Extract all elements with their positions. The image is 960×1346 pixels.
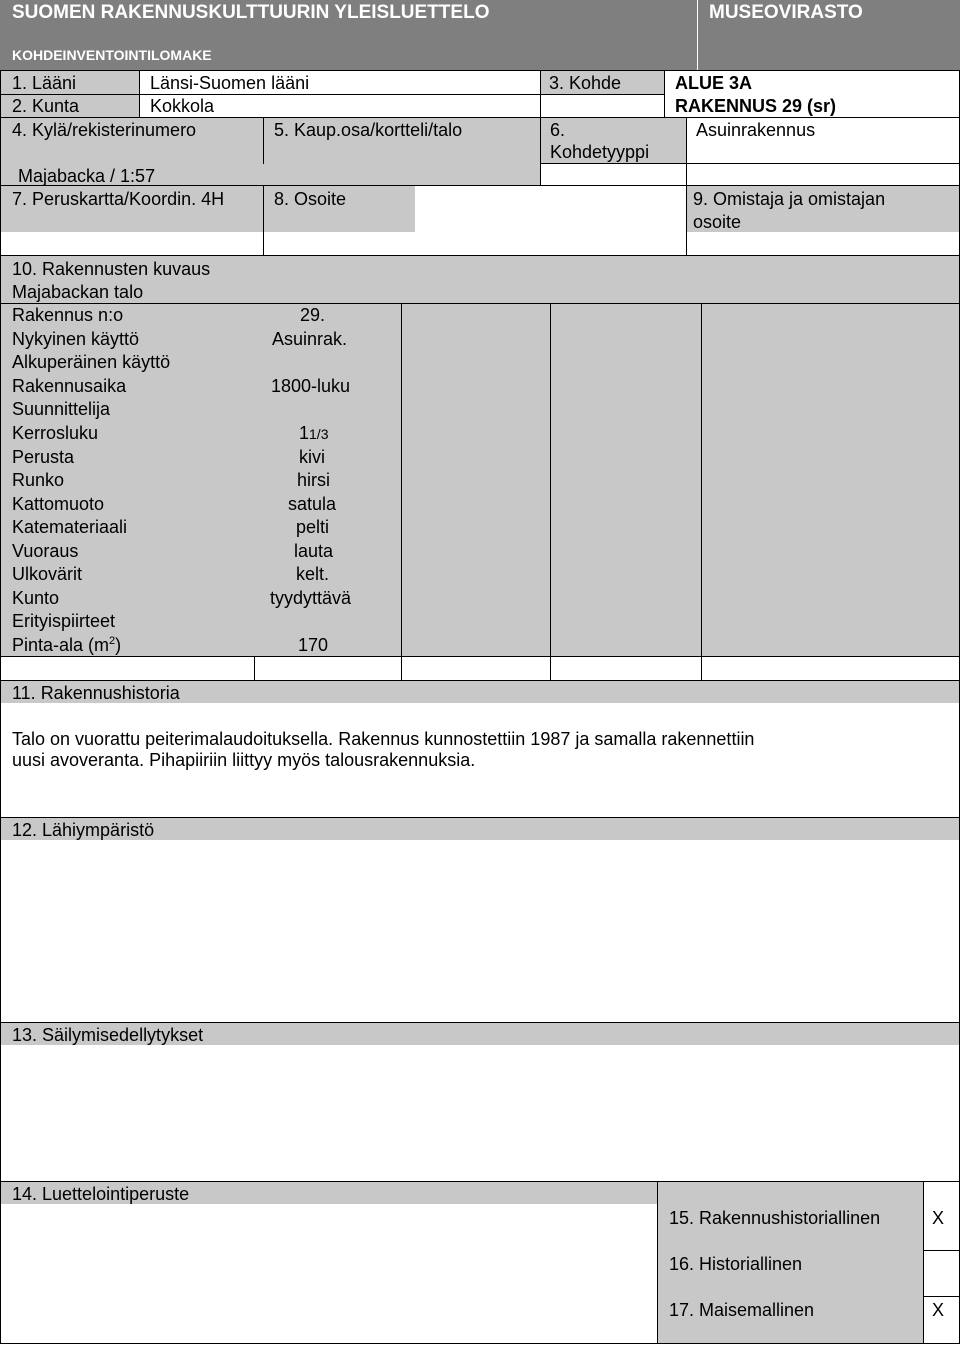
omistaja-label-1: 9. Omistaja ja omistajan bbox=[693, 189, 886, 209]
row-label: Rakennus n:o bbox=[12, 305, 124, 325]
row-label: Vuoraus bbox=[12, 541, 79, 561]
criterion-mark-architectural: X bbox=[932, 1208, 945, 1228]
row-value: 1800-luku bbox=[271, 376, 351, 396]
row-value: satula bbox=[288, 494, 337, 514]
area-label: Pinta-ala $(m^2)$ bbox=[12, 635, 122, 655]
row-value: lauta bbox=[294, 541, 334, 561]
row-label: Kerrosluku bbox=[12, 423, 99, 443]
form-title: SUOMEN RAKENNUSKULTTUURIN YLEISLUETTELO bbox=[12, 2, 490, 23]
section-12-heading: 12. Lähiympäristö bbox=[12, 820, 155, 840]
row-label: Erityispiirteet bbox=[12, 611, 116, 631]
kunta-value: Kokkola bbox=[150, 96, 215, 116]
row-value: 29. bbox=[300, 305, 326, 325]
criterion-mark-landscape: X bbox=[932, 1300, 945, 1320]
kohdetyyppi-label-1: 6. bbox=[550, 120, 566, 140]
area-value: 170 bbox=[298, 635, 329, 655]
section-11-heading: 11. Rakennushistoria bbox=[12, 683, 180, 703]
form-subtitle: KOHDEINVENTOINTILOMAKE bbox=[12, 47, 212, 63]
kaupunginosa-label: 5. Kaup.osa/kortteli/talo bbox=[274, 120, 463, 140]
kunta-label: 2. Kunta bbox=[12, 96, 80, 116]
osoite-label: 8. Osoite bbox=[274, 189, 347, 209]
row-label: Runko bbox=[12, 470, 65, 490]
building-name: Majabackan talo bbox=[12, 282, 144, 302]
peruskartta-label: 7. Peruskartta/Koordin. 4H bbox=[12, 189, 225, 209]
kohdetyyppi-value: Asuinrakennus bbox=[696, 120, 816, 140]
row-value: tyydyttävä bbox=[270, 588, 352, 608]
row-value: 11/3 bbox=[299, 423, 329, 443]
row-label: Rakennusaika bbox=[12, 376, 127, 396]
laani-value: Länsi-Suomen lääni bbox=[150, 73, 310, 93]
criterion-label-architectural: 15. Rakennushistoriallinen bbox=[669, 1208, 881, 1228]
kyla-value: Majabacka / 1:57 bbox=[18, 166, 156, 186]
row-label: Ulkovärit bbox=[12, 564, 83, 584]
row-value: hirsi bbox=[297, 470, 331, 490]
history-text-line-2: uusi avoveranta. Pihapiiriin liittyy myös talousrakennuksia. bbox=[12, 750, 476, 770]
row-label: Perusta bbox=[12, 447, 75, 467]
section-10-heading: 10. Rakennusten kuvaus bbox=[12, 259, 211, 279]
row-label: Suunnittelija bbox=[12, 399, 111, 419]
section-14-heading: 14. Luettelointiperuste bbox=[12, 1184, 190, 1204]
row-value: kivi bbox=[299, 447, 325, 467]
omistaja-label-2: osoite bbox=[693, 212, 742, 232]
criterion-label-historical: 16. Historiallinen bbox=[669, 1254, 803, 1274]
section-13-heading: 13. Säilymisedellytykset bbox=[12, 1025, 204, 1045]
header-divider bbox=[697, 0, 698, 70]
row-label: Kattomuoto bbox=[12, 494, 105, 514]
row-label: Katemateriaali bbox=[12, 517, 128, 537]
row-label: Kunto bbox=[12, 588, 60, 608]
org-name: MUSEOVIRASTO bbox=[709, 2, 863, 23]
criterion-label-landscape: 17. Maisemallinen bbox=[669, 1300, 815, 1320]
kohde-label: 3. Kohde bbox=[549, 73, 622, 93]
kohde-value-1: ALUE 3A bbox=[675, 73, 753, 93]
row-value: pelti bbox=[296, 517, 330, 537]
kohde-value-2: RAKENNUS 29 (sr) bbox=[675, 96, 837, 116]
laani-label: 1. Lääni bbox=[12, 73, 77, 93]
kyla-label: 4. Kylä/rekisterinumero bbox=[12, 120, 197, 140]
row-label: Nykyinen käyttö bbox=[12, 329, 140, 349]
row-value: kelt. bbox=[296, 564, 330, 584]
history-text-line-1: Talo on vuorattu peiterimalaudoituksella. Rakennus kunnostettiin 1987 ja samalla rakennettiin bbox=[12, 729, 755, 749]
kohdetyyppi-label-2: Kohdetyyppi bbox=[550, 142, 650, 162]
row-value: Asuinrak. bbox=[272, 329, 348, 349]
row-label: Alkuperäinen käyttö bbox=[12, 352, 171, 372]
